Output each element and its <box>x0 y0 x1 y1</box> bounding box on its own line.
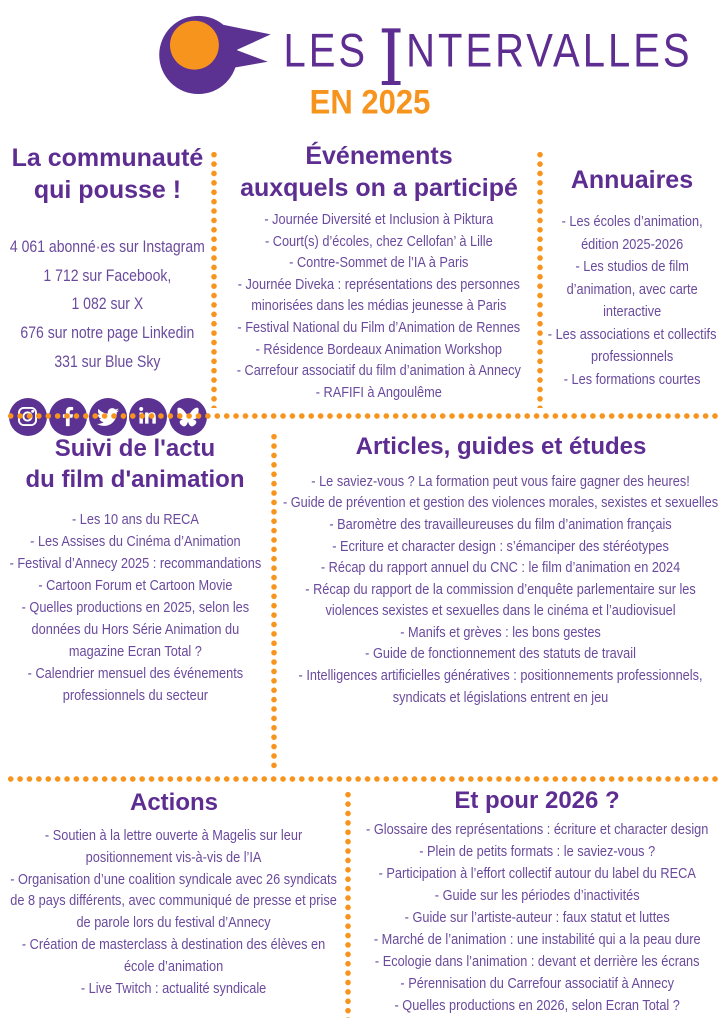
list-item: - Les écoles d’animation, édition 2025-2026 <box>561 213 703 253</box>
list-item: - Guide sur les périodes d’inactivités <box>434 886 640 904</box>
list-item: 4 061 abonné·es sur Instagram <box>10 238 205 256</box>
comet-logo <box>146 8 280 96</box>
annuaires-list <box>546 211 718 391</box>
list-item: - Le saviez-vous ? La formation peut vous faire gagner des heures! <box>311 472 691 490</box>
community-stats <box>6 233 209 377</box>
list-item: - Pérennisation du Carrefour associatif à Annecy <box>400 975 674 993</box>
list-item: - Calendrier mensuel des événements professionnels du secteur <box>27 664 243 704</box>
dotted-divider-vertical <box>345 790 351 1018</box>
list-item: - Festival d’Annecy 2025 : recommandations <box>9 555 261 573</box>
list-item: - Guide sur l’artiste-auteur : faux statut et luttes <box>404 908 670 926</box>
list-item: - Guide de prévention et gestion des violences morales, sexistes et sexuelles <box>283 494 719 512</box>
section-annuaires <box>546 140 718 391</box>
list-item: - Cartoon Forum et Cartoon Movie <box>37 577 233 595</box>
list-item: - Intelligences artificielles génératives : positionnements professionnels, syndicats et législations entrent en jeu <box>299 667 703 706</box>
list-item: - Quelles productions en 2026, selon Ecran Total ? <box>394 997 680 1015</box>
list-item: - Récap du rapport annuel du CNC : le film d’animation en 2024 <box>321 559 681 577</box>
actu-title: Suivi de l'actu du film d'animation <box>25 435 245 493</box>
section-actions <box>6 788 342 1000</box>
list-item: - Guide de fonctionnement des statuts de travail <box>365 645 637 663</box>
list-item: - Live Twitch : actualité syndicale <box>81 979 267 997</box>
list-item: 1 082 sur X <box>71 295 144 314</box>
section-future <box>354 786 720 1017</box>
list-item: - Quelles productions en 2025, selon les données du Hors Série Animation du magazine Ecran Total ? <box>21 599 249 660</box>
list-item: - Les studios de film d’animation, avec carte interactive <box>566 258 698 320</box>
list-item: - Carrefour associatif du film d’animation à Annecy <box>236 362 522 380</box>
actions-list <box>6 825 342 1000</box>
list-item: - Résidence Bordeaux Animation Workshop <box>255 340 503 358</box>
list-item: - Manifs et grèves : les bons gestes <box>400 623 602 641</box>
list-item: - Marché de l’animation : une instabilité qui a la peau dure <box>373 930 701 948</box>
list-item: - Court(s) d’écoles, chez Cellofan’ à Lille <box>265 232 493 250</box>
list-item: - Les 10 ans du RECA <box>71 511 199 529</box>
list-item: - Journée Diveka : représentations des personnes minorisées dans les médias jeunesse à Paris <box>237 275 521 315</box>
list-item: - Création de masterclass à destination des élèves en école d’animation <box>22 936 326 976</box>
dotted-divider-vertical <box>211 150 217 408</box>
list-item: - Organisation d’une coalition syndicale avec 26 syndicats de 8 pays différents, avec communiqué de presse et prise de parole lors du festival d’Annecy <box>10 870 338 932</box>
future-list <box>354 819 720 1017</box>
list-item: 331 sur Blue Sky <box>54 352 161 371</box>
title-les: LES <box>283 24 369 77</box>
list-item: - RAFIFI à Angoulême <box>315 383 443 401</box>
dotted-divider-vertical <box>537 150 543 408</box>
list-item: - Baromètre des travailleureuses du film d’animation français <box>329 515 673 533</box>
annuaires-title: Annuaires <box>570 166 694 194</box>
dotted-divider-vertical <box>271 432 277 770</box>
dotted-divider-horizontal <box>6 413 718 419</box>
community-title: La communauté qui pousse ! <box>11 144 204 204</box>
events-list <box>221 209 537 403</box>
list-item: - Les formations courtes <box>563 370 701 388</box>
list-item: - Les Assises du Cinéma d’Animation <box>29 533 241 551</box>
articles-list <box>282 471 720 709</box>
events-title: Événements auxquels on a participé <box>240 142 518 202</box>
list-item: 1 712 sur Facebook, <box>43 266 172 285</box>
articles-title: Articles, guides et études <box>355 433 647 460</box>
dotted-divider-horizontal <box>6 776 718 782</box>
list-item: - Plein de petits formats : le saviez-vous ? <box>419 842 655 860</box>
section-events <box>221 140 537 403</box>
list-item: - Contre-Sommet de l’IA à Paris <box>289 254 469 272</box>
list-item: - Ecriture et character design : s’émanciper des stéréotypes <box>332 537 670 555</box>
actions-title: Actions <box>129 789 218 816</box>
section-community <box>6 142 209 436</box>
list-item: - Participation à l’effort collectif autour du label du RECA <box>378 864 696 882</box>
section-actu <box>2 434 268 706</box>
list-item: 676 sur notre page Linkedin <box>20 324 195 343</box>
section-articles <box>282 432 720 708</box>
list-item: - Ecologie dans l’animation : devant et derrière les écrans <box>374 953 700 970</box>
list-item: - Journée Diversité et Inclusion à Piktura <box>264 211 494 228</box>
list-item: - Glossaire des représentations : écriture et character design <box>365 820 709 838</box>
list-item: - Récap du rapport de la commission d’enquête parlementaire sur les violences sexistes et sexuelles dans le cinéma et l’audiovisuel <box>305 580 697 620</box>
actu-list <box>2 509 268 706</box>
list-item: - Les associations et collectifs professionnels <box>547 325 717 365</box>
list-item: - Soutien à la lettre ouverte à Magelis sur leur positionnement vis-à-vis de l’IA <box>45 826 303 866</box>
future-title: Et pour 2026 ? <box>454 787 620 814</box>
page-title: LES I NTERVALLES <box>283 13 693 105</box>
list-item: - Festival National du Film d’Animation de Rennes <box>237 318 521 336</box>
page-subtitle: EN 2025 <box>309 82 431 122</box>
title-ntervalles: NTERVALLES <box>406 24 693 77</box>
